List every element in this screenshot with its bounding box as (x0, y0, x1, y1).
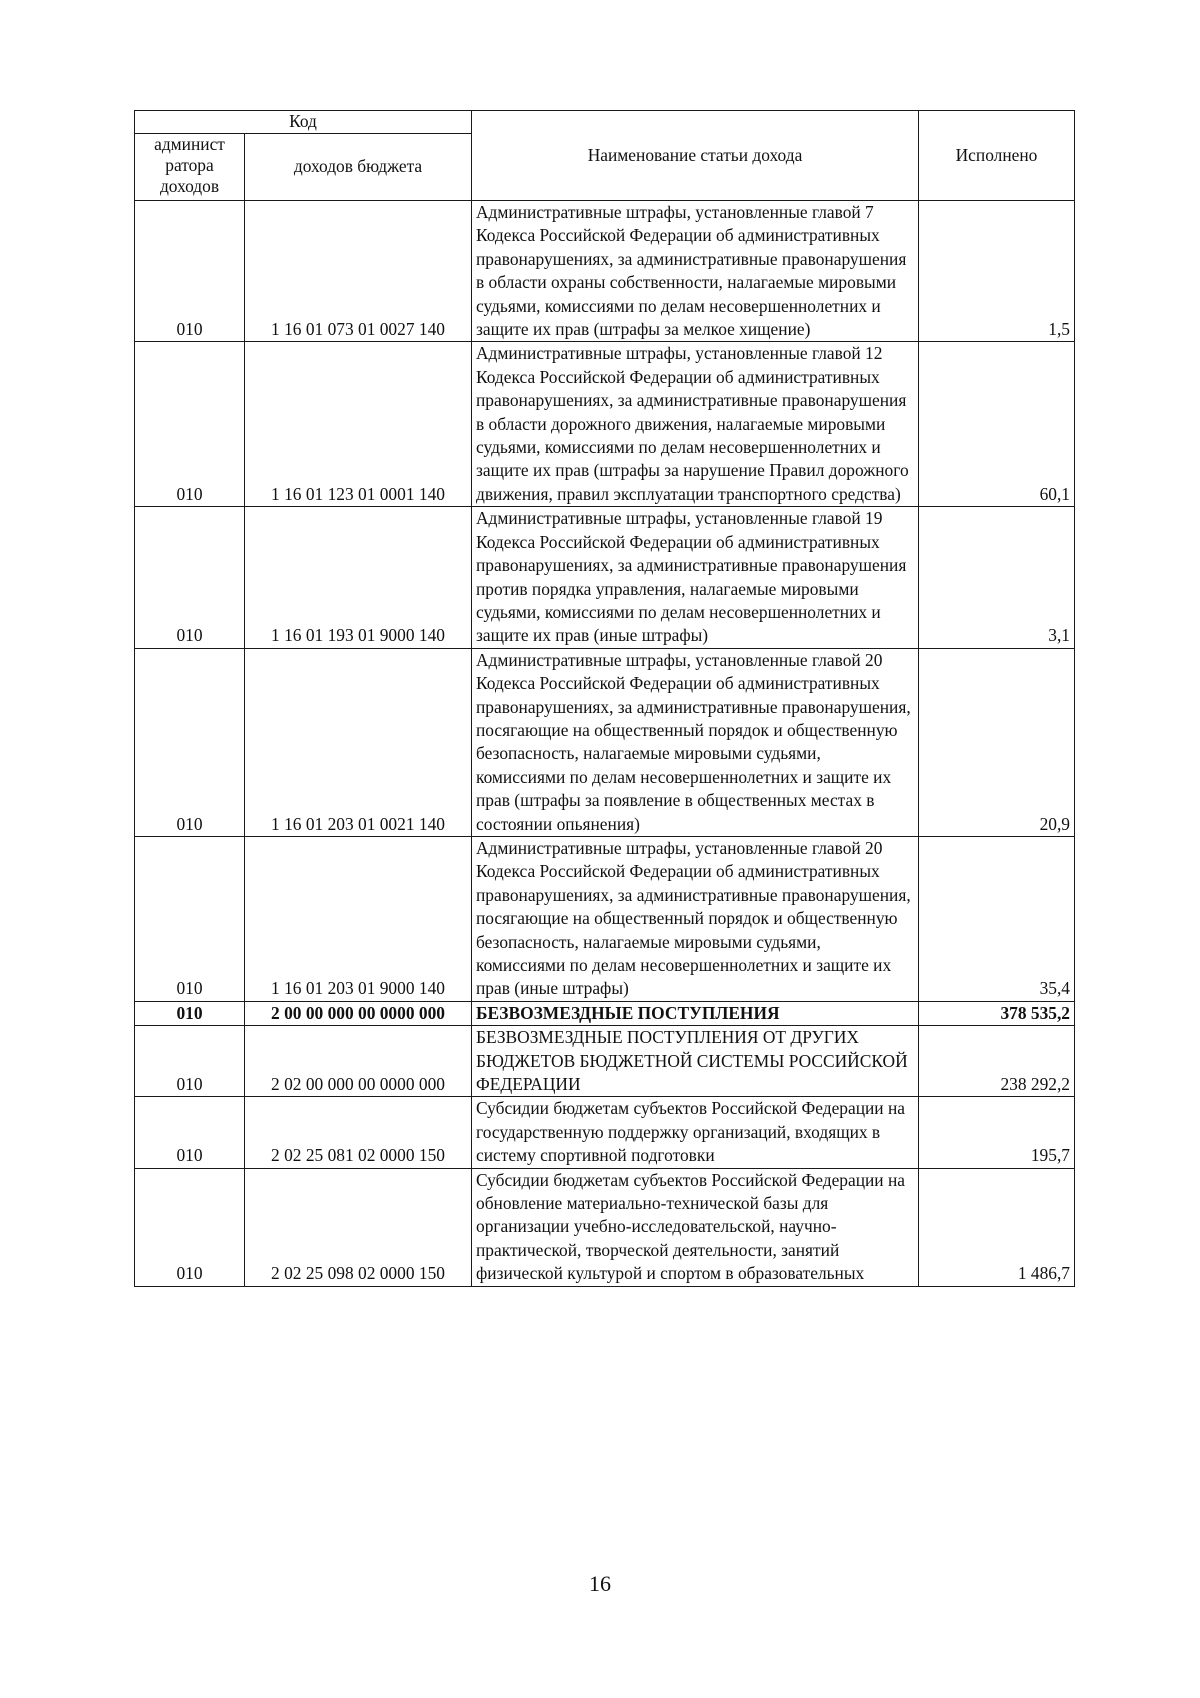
executed-amount-cell: 238 292,2 (919, 1026, 1075, 1097)
header-administrator: админист ратора доходов (135, 134, 245, 201)
income-code-cell: 1 16 01 193 01 9000 140 (245, 507, 472, 648)
header-income-code: доходов бюджета (245, 134, 472, 201)
table-row (135, 836, 1075, 1001)
executed-amount-cell: 195,7 (919, 1097, 1075, 1168)
header-name: Наименование статьи дохода (472, 111, 919, 201)
executed-amount-cell: 1 486,7 (919, 1168, 1075, 1286)
income-name-cell: Субсидии бюджетам субъектов Российской Федерации на государственную поддержку организаций, входящих в систему спортивной подготовки (472, 1097, 919, 1168)
income-name-cell: Административные штрафы, установленные главой 12 Кодекса Российской Федерации об административных правонарушениях, за административные правонарушения в области дорожного движения, налагаемые мировыми судьями, комиссиями по делам несовершеннолетних и защите их прав (штрафы за нарушение Правил дорожного движения, правил эксплуатации транспортного средства) (472, 342, 919, 507)
table-row (135, 1026, 1075, 1097)
administrator-code-cell: 010 (135, 1026, 245, 1097)
executed-amount-cell: 1,5 (919, 201, 1075, 342)
administrator-code-cell: 010 (135, 648, 245, 836)
executed-amount-cell: 20,9 (919, 648, 1075, 836)
income-code-cell: 1 16 01 203 01 9000 140 (245, 836, 472, 1001)
table-row (135, 342, 1075, 507)
table-row (135, 648, 1075, 836)
table-row (135, 507, 1075, 648)
header-executed: Исполнено (919, 111, 1075, 201)
income-name-cell: Административные штрафы, установленные главой 20 Кодекса Российской Федерации об административных правонарушениях, за административные правонарушения, посягающие на общественный порядок и общественную безопасность, налагаемые мировыми судьями, комиссиями по делам несовершеннолетних и защите их прав (иные штрафы) (472, 836, 919, 1001)
budget-income-table (134, 110, 1075, 1287)
administrator-code-cell: 010 (135, 1001, 245, 1025)
executed-amount-cell: 35,4 (919, 836, 1075, 1001)
table-row (135, 1097, 1075, 1168)
income-code-cell: 1 16 01 203 01 0021 140 (245, 648, 472, 836)
page-number: 16 (589, 1571, 611, 1596)
income-code-cell: 2 02 25 081 02 0000 150 (245, 1097, 472, 1168)
table-row (135, 1001, 1075, 1025)
header-code: Код (135, 111, 472, 134)
administrator-code-cell: 010 (135, 342, 245, 507)
table-row (135, 1168, 1075, 1286)
income-name-cell: БЕЗВОЗМЕЗДНЫЕ ПОСТУПЛЕНИЯ ОТ ДРУГИХ БЮДЖЕТОВ БЮДЖЕТНОЙ СИСТЕМЫ РОССИЙСКОЙ ФЕДЕРАЦИИ (472, 1026, 919, 1097)
income-name-cell: Административные штрафы, установленные главой 7 Кодекса Российской Федерации об административных правонарушениях, за административные правонарушения в области охраны собственности, налагаемые мировыми судьями, комиссиями по делам несовершеннолетних и защите их прав (штрафы за мелкое хищение) (472, 201, 919, 342)
table-row (135, 201, 1075, 342)
administrator-code-cell: 010 (135, 1097, 245, 1168)
administrator-code-cell: 010 (135, 507, 245, 648)
executed-amount-cell: 3,1 (919, 507, 1075, 648)
income-name-cell: Субсидии бюджетам субъектов Российской Федерации на обновление материально-технической базы для организации учебно-исследовательской, научно-практической, творческой деятельности, занятий физической культурой и спортом в образовательных (472, 1168, 919, 1286)
administrator-code-cell: 010 (135, 1168, 245, 1286)
administrator-code-cell: 010 (135, 201, 245, 342)
income-code-cell: 2 02 00 000 00 0000 000 (245, 1026, 472, 1097)
income-name-cell: БЕЗВОЗМЕЗДНЫЕ ПОСТУПЛЕНИЯ (472, 1001, 919, 1025)
income-name-cell: Административные штрафы, установленные главой 19 Кодекса Российской Федерации об административных правонарушениях, за административные правонарушения против порядка управления, налагаемые мировыми судьями, комиссиями по делам несовершеннолетних и защите их прав (иные штрафы) (472, 507, 919, 648)
income-name-cell: Административные штрафы, установленные главой 20 Кодекса Российской Федерации об административных правонарушениях, за административные правонарушения, посягающие на общественный порядок и общественную безопасность, налагаемые мировыми судьями, комиссиями по делам несовершеннолетних и защите их прав (штрафы за появление в общественных местах в состоянии опьянения) (472, 648, 919, 836)
income-code-cell: 2 02 25 098 02 0000 150 (245, 1168, 472, 1286)
executed-amount-cell: 60,1 (919, 342, 1075, 507)
table-body (135, 201, 1075, 1287)
executed-amount-cell: 378 535,2 (919, 1001, 1075, 1025)
income-code-cell: 1 16 01 123 01 0001 140 (245, 342, 472, 507)
administrator-code-cell: 010 (135, 836, 245, 1001)
income-code-cell: 2 00 00 000 00 0000 000 (245, 1001, 472, 1025)
income-code-cell: 1 16 01 073 01 0027 140 (245, 201, 472, 342)
